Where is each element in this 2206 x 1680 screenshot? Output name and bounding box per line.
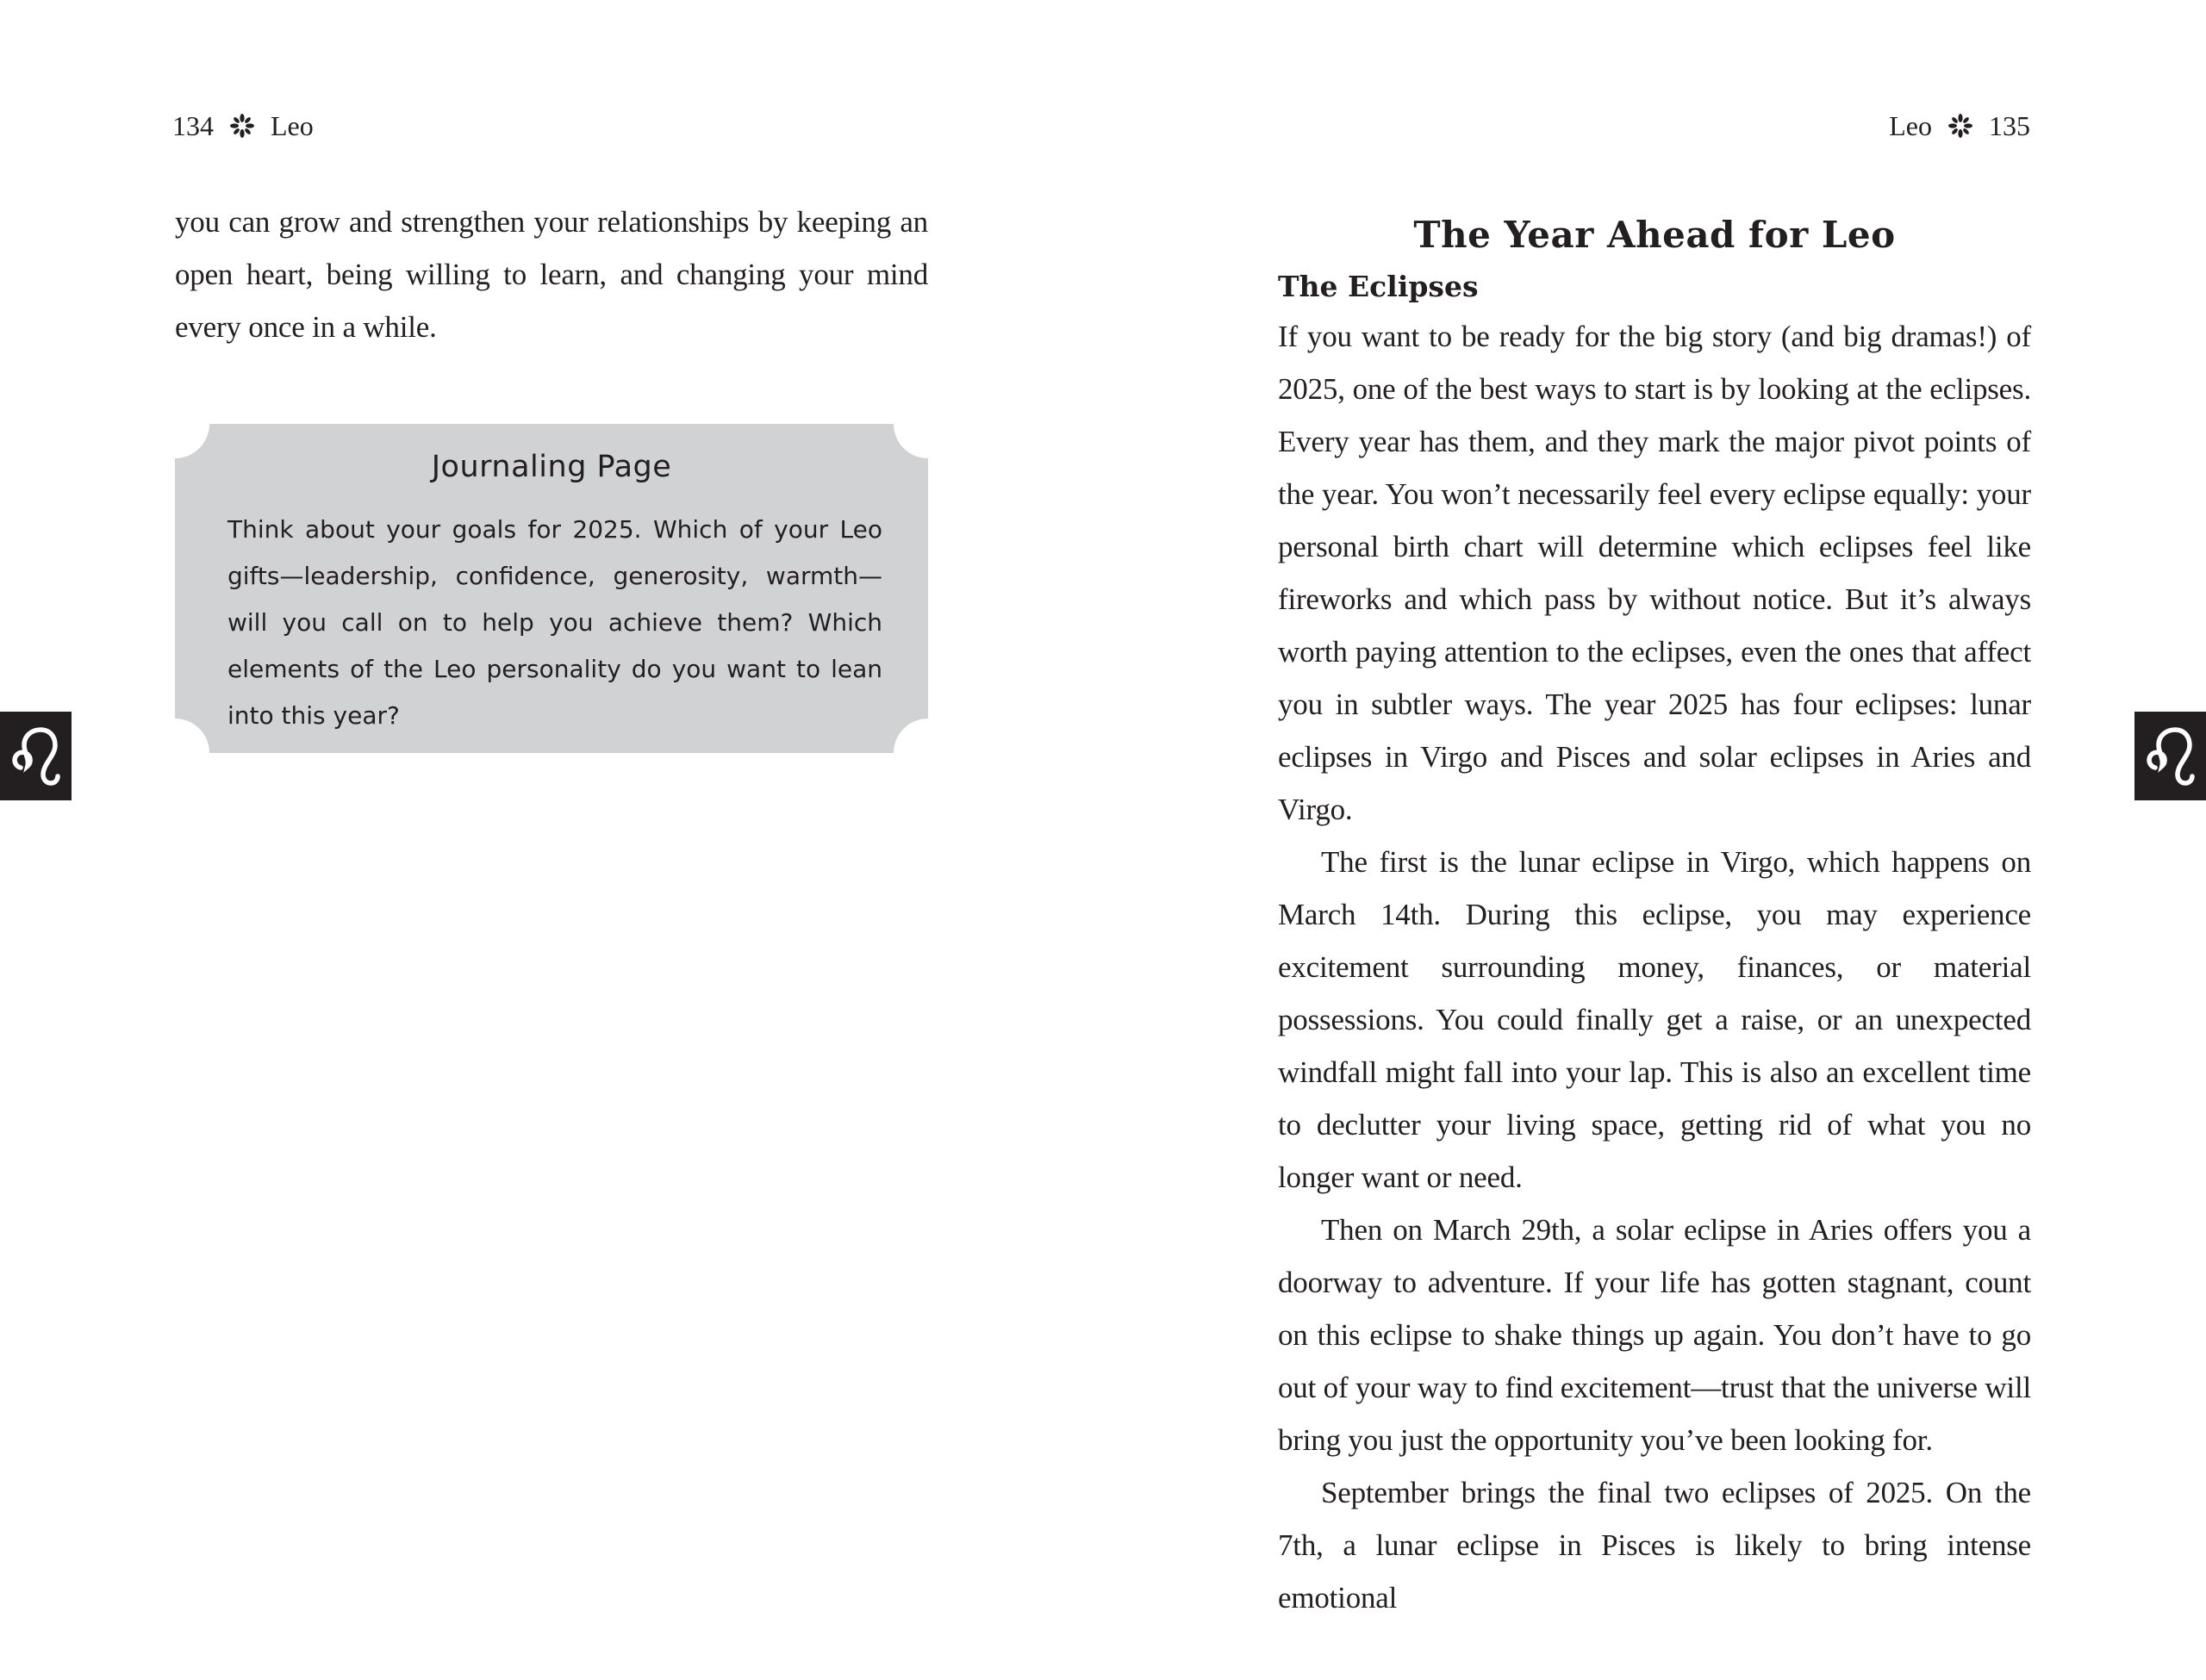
left-page-number: 134 (172, 109, 214, 141)
star-ornament-icon (1947, 113, 1973, 139)
right-running-head (1889, 107, 2030, 145)
left-paragraph: you can grow and strengthen your relationships by keeping an open heart, being willing to learn, and changing your mind every once in a while. (175, 205, 928, 344)
eclipses-paragraph-1: If you want to be ready for the big story (and big dramas!) of 2025, one of the best ways to start is by looking at the eclipses. Every year has them, and they mark the major pivot points of the year. You won’t necessarily feel every eclipse equally: your personal birth chart will determine which eclipses feel like fireworks and which pass by without notice. But it’s always worth paying attention to the eclipses, even the ones that affect you in subtler ways. The year 2025 has four eclipses: lunar eclipses in Virgo and Pisces and solar eclipses in Aries and Virgo. (1278, 320, 2031, 826)
subsection-title: The Eclipses (1278, 270, 1479, 303)
journaling-title: Journaling Page (431, 450, 672, 484)
right-running-title: Leo (1889, 109, 1932, 141)
eclipses-paragraph-4: September brings the final two eclipses of 2025. On the 7th, a lunar eclipse in Pisces is likely to bring intense emotional (1278, 1476, 2031, 1615)
leo-symbol-icon (2147, 726, 2195, 787)
left-running-head (172, 107, 314, 145)
left-sign-tab (0, 712, 72, 800)
star-ornament-icon (229, 113, 255, 139)
journaling-box (175, 424, 928, 753)
journaling-prompt: Think about your goals for 2025. Which of your Leo gifts—leadership, confidence, generosity, warmth—will you call on to help you achieve them? Which elements of the Leo personality do you want to lean into this year? (227, 515, 882, 730)
eclipses-paragraph-2: The first is the lunar eclipse in Virgo, which happens on March 14th. During this eclipse, you may experience excitement surrounding money, finances, or material possessions. You could finally get a raise, or an unexpected windfall might fall into your lap. This is also an excellent time to declutter your living space, getting rid of what you no longer want or need. (1278, 845, 2031, 1194)
section-title: The Year Ahead for Leo (1413, 214, 1896, 256)
right-sign-tab (2134, 712, 2206, 800)
leo-symbol-icon (12, 726, 60, 787)
eclipses-paragraph-3: Then on March 29th, a solar eclipse in Aries offers you a doorway to adventure. If your life has gotten stagnant, count on this eclipse to shake things up again. You don’t have to go out of your way to find excitement—trust that the universe will bring you just the opportunity you’ve been looking for. (1278, 1213, 2031, 1457)
right-content (1278, 207, 2031, 1624)
right-page-number: 135 (1989, 109, 2030, 141)
left-running-title: Leo (271, 109, 314, 141)
